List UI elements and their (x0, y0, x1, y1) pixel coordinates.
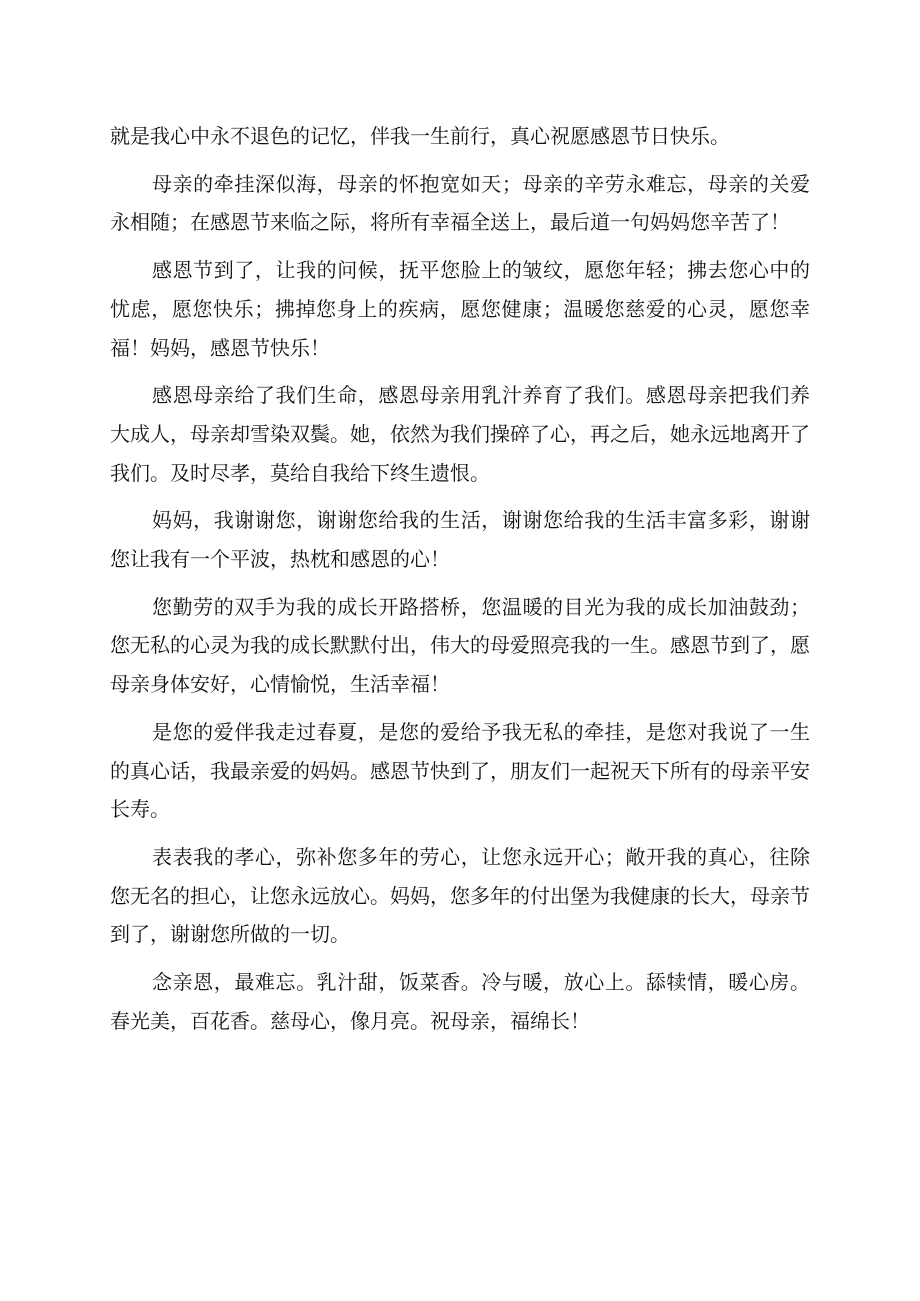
paragraph: 表表我的孝心，弥补您多年的劳心，让您永远开心；敞开我的真心，往除您无名的担心，让您永远放心。妈妈，您多年的付出堡为我健康的长大，母亲节到了，谢谢您所做的一切。 (110, 844, 810, 947)
paragraph: 母亲的牵挂深似海，母亲的怀抱宽如天；母亲的辛劳永难忘，母亲的关爱永相随；在感恩节来临之际，将所有幸福全送上，最后道一句妈妈您辛苦了！ (110, 171, 810, 235)
document-page (110, 117, 810, 1049)
paragraph: 感恩母亲给了我们生命，感恩母亲用乳汁养育了我们。感恩母亲把我们养大成人，母亲却雪染双鬓。她，依然为我们操碎了心，再之后，她永远地离开了我们。及时尽孝，莫给自我给下终生遗恨。 (110, 383, 810, 485)
paragraph-continued: 就是我心中永不退色的记忆，伴我一生前行，真心祝愿感恩节日快乐。 (110, 124, 730, 148)
paragraph: 念亲恩，最难忘。乳汁甜，饭菜香。冷与暖，放心上。舔犊情，暖心房。春光美，百花香。慈母心，像月亮。祝母亲，福绵长！ (110, 970, 810, 1033)
paragraph: 是您的爱伴我走过春夏，是您的爱给予我无私的牵挂，是您对我说了一生的真心话，我最亲爱的妈妈。感恩节快到了，朋友们一起祝天下所有的母亲平安长寿。 (110, 719, 810, 822)
paragraph: 感恩节到了，让我的问候，抚平您脸上的皱纹，愿您年轻；拂去您心中的忧虑，愿您快乐；拂掉您身上的疾病，愿您健康；温暖您慈爱的心灵，愿您幸福！妈妈，感恩节快乐！ (110, 258, 810, 360)
paragraph: 妈妈，我谢谢您，谢谢您给我的生活，谢谢您给我的生活丰富多彩，谢谢您让我有一个平波，热枕和感恩的心！ (110, 508, 810, 572)
paragraph: 您勤劳的双手为我的成长开路搭桥，您温暖的目光为我的成长加油鼓劲；您无私的心灵为我的成长默默付出，伟大的母爱照亮我的一生。感恩节到了，愿母亲身体安好，心情愉悦，生活幸福！ (110, 594, 810, 697)
